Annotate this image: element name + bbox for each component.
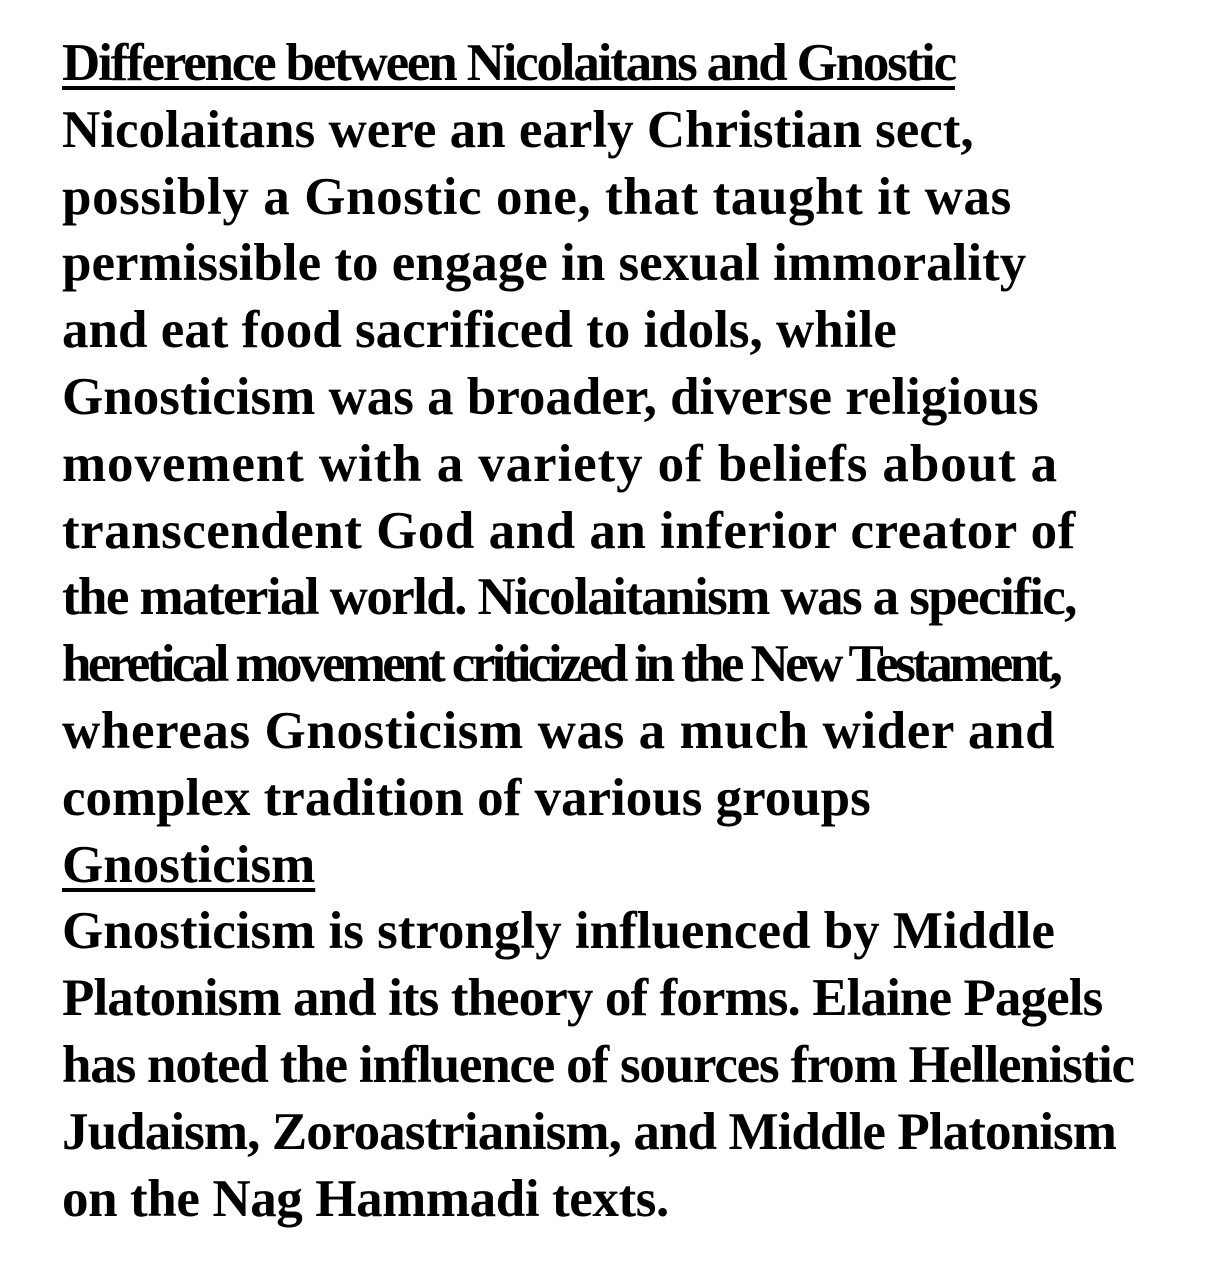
paragraph-gnosticism	[62, 898, 1172, 1232]
paragraph-line: on the Nag Hammadi texts.	[62, 1169, 669, 1228]
paragraph-line: Gnosticism was a broader, diverse religious	[62, 367, 1039, 426]
paragraph-line: heretical movement criticized in the New Testament,	[62, 635, 1060, 694]
section-heading-difference: Difference between Nicolaitans and Gnostic	[62, 34, 955, 92]
document-body	[62, 30, 1172, 1232]
paragraph-line: and eat food sacrificed to idols, while	[62, 301, 897, 360]
paragraph-line: has noted the influence of sources from Hellenistic	[62, 1035, 1134, 1094]
paragraph-line: the material world. Nicolaitanism was a specific,	[62, 568, 1076, 627]
paragraph-nicolaitans	[62, 97, 1172, 832]
paragraph-line: Judaism, Zoroastrianism, and Middle Platonism	[62, 1102, 1116, 1161]
paragraph-line: movement with a variety of beliefs about a	[62, 434, 1059, 493]
paragraph-line: permissible to engage in sexual immorality	[62, 234, 1027, 293]
paragraph-line: Nicolaitans were an early Christian sect,	[62, 100, 974, 159]
paragraph-line: possibly a Gnostic one, that taught it was	[62, 167, 1012, 226]
paragraph-line: Platonism and its theory of forms. Elaine Pagels	[62, 969, 1103, 1028]
section-heading-gnosticism: Gnosticism	[62, 835, 316, 894]
paragraph-line: transcendent God and an inferior creator of	[62, 501, 1076, 560]
paragraph-line: whereas Gnosticism was a much wider and	[62, 701, 1056, 760]
paragraph-line: Gnosticism is strongly influenced by Middle	[62, 902, 1055, 961]
paragraph-line: complex tradition of various groups	[62, 768, 871, 827]
